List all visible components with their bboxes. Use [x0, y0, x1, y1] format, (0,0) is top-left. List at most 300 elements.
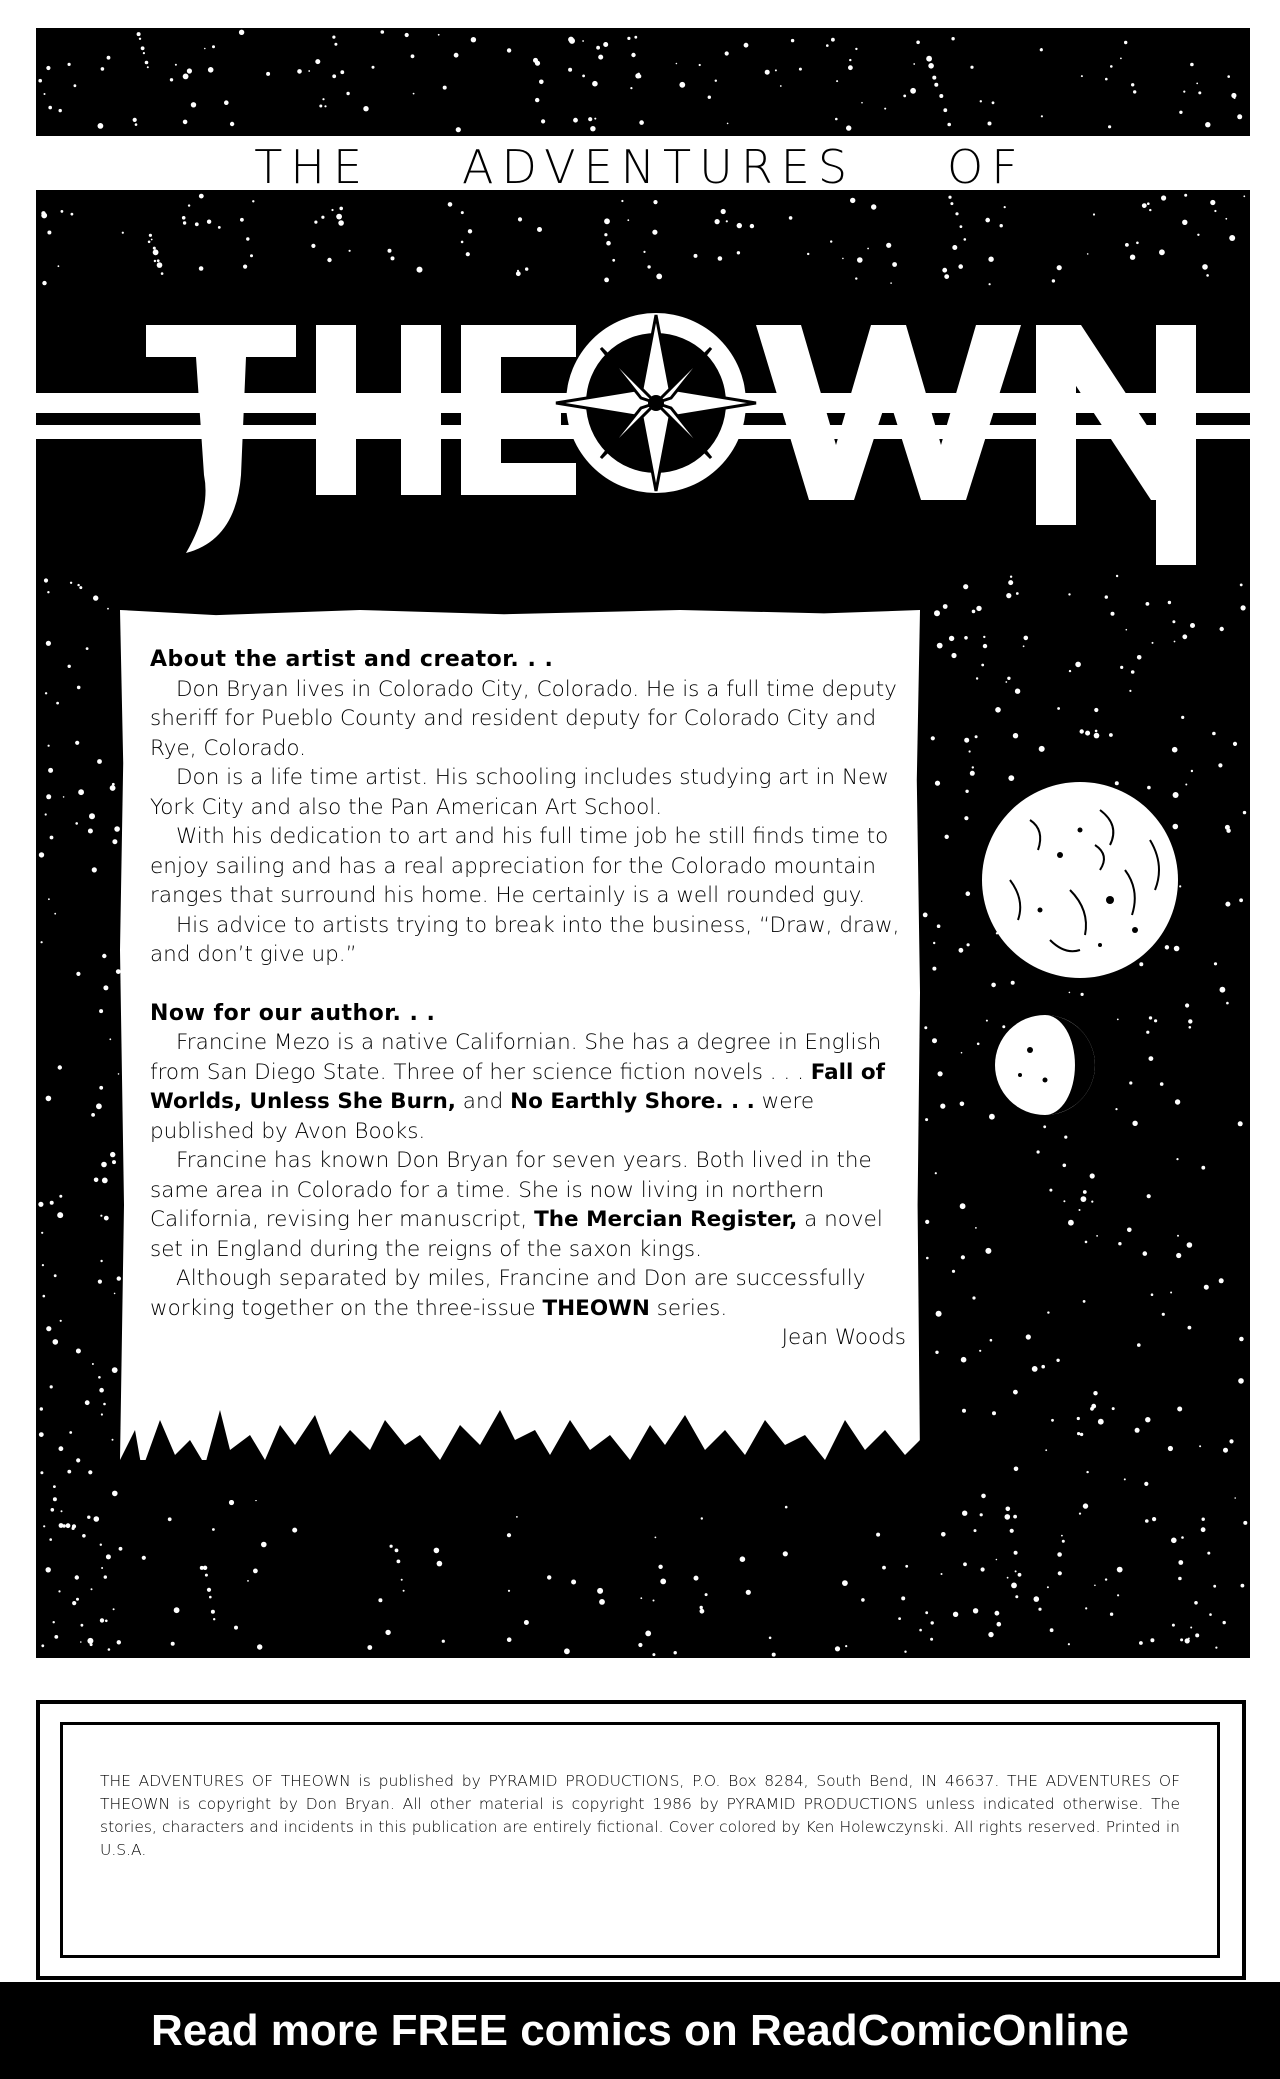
star-dot	[923, 913, 928, 918]
star-dot	[243, 265, 247, 269]
star-dot	[932, 967, 936, 971]
star-dot	[205, 1574, 208, 1577]
star-dot	[327, 258, 331, 262]
star-dot	[213, 1618, 215, 1620]
star-dot	[939, 94, 943, 98]
star-dot	[603, 42, 608, 47]
star-dot	[937, 643, 943, 649]
star-dot	[112, 839, 117, 844]
star-dot	[765, 70, 770, 75]
star-dot	[372, 66, 375, 69]
star-dot	[153, 249, 159, 255]
star-dot	[466, 252, 470, 256]
star-dot	[1212, 732, 1216, 736]
star-dot	[1087, 253, 1089, 255]
star-dot	[211, 1610, 215, 1614]
star-dot	[1220, 987, 1226, 993]
star-dot	[403, 1590, 405, 1592]
artist-paragraph: His advice to artists trying to break into the business, “Draw, draw, and don’t give up.”	[150, 912, 900, 967]
star-dot	[59, 109, 62, 112]
star-dot	[1083, 1300, 1086, 1303]
star-dot	[948, 196, 951, 199]
star-dot	[1226, 1002, 1229, 1005]
star-dot	[705, 1593, 708, 1596]
star-dot	[855, 277, 857, 279]
star-dot	[850, 198, 855, 203]
star-dot	[61, 210, 64, 213]
star-dot	[886, 243, 891, 248]
star-dot	[137, 32, 141, 36]
star-dot	[727, 123, 729, 125]
star-dot	[1129, 690, 1131, 692]
star-dot	[91, 1588, 93, 1590]
star-dot	[867, 248, 869, 250]
star-dot	[746, 1590, 751, 1595]
star-dot	[50, 836, 54, 840]
star-dot	[953, 1612, 958, 1617]
star-dot	[1038, 1608, 1041, 1611]
star-dot	[592, 81, 598, 87]
star-dot	[931, 736, 935, 740]
star-dot	[81, 1624, 84, 1627]
star-dot	[117, 1640, 121, 1644]
star-dot	[988, 122, 992, 126]
star-dot	[568, 37, 574, 43]
star-dot	[461, 211, 464, 214]
star-dot	[94, 1516, 100, 1522]
star-dot	[149, 234, 152, 237]
star-dot	[308, 70, 310, 72]
star-dot	[849, 59, 851, 61]
star-dot	[99, 1009, 103, 1013]
star-dot	[413, 93, 415, 95]
star-dot	[454, 53, 459, 58]
star-dot	[74, 84, 77, 87]
subtitle-word: OF	[947, 140, 1026, 194]
star-dot	[1058, 1571, 1062, 1575]
star-dot	[1110, 1613, 1113, 1616]
star-dot	[1040, 48, 1043, 51]
footer-banner-text[interactable]: Read more FREE comics on ReadComicOnline	[150, 2006, 1129, 2055]
star-dot	[1137, 655, 1142, 660]
star-dot	[568, 68, 572, 72]
star-dot	[1131, 670, 1135, 674]
star-dot	[1050, 1628, 1054, 1632]
star-dot	[1233, 742, 1237, 746]
star-dot	[46, 1567, 51, 1572]
star-dot	[940, 1104, 945, 1109]
star-dot	[1243, 195, 1245, 197]
star-dot	[721, 209, 726, 214]
star-dot	[1015, 689, 1020, 694]
star-dot	[985, 1248, 991, 1254]
star-dot	[1198, 91, 1201, 94]
star-dot	[524, 1620, 529, 1625]
star-dot	[715, 219, 720, 224]
star-dot	[1210, 200, 1215, 205]
star-dot	[63, 796, 65, 798]
star-dot	[1086, 1471, 1088, 1473]
star-dot	[110, 1152, 115, 1157]
star-dot	[77, 584, 79, 586]
star-dot	[699, 64, 701, 66]
star-dot	[388, 249, 392, 253]
star-dot	[508, 1590, 510, 1592]
star-dot	[1223, 1448, 1228, 1453]
star-dot	[53, 1339, 59, 1345]
star-dot	[182, 216, 186, 220]
star-dot	[118, 1073, 120, 1075]
star-dot	[1194, 1601, 1198, 1605]
star-dot	[46, 1096, 52, 1102]
star-dot	[1061, 1535, 1063, 1537]
star-dot	[1145, 1417, 1150, 1422]
star-dot	[537, 227, 542, 232]
star-dot	[1026, 1334, 1031, 1339]
star-dot	[926, 56, 932, 62]
star-dot	[1179, 111, 1182, 114]
star-dot	[952, 1270, 955, 1273]
star-dot	[85, 1400, 90, 1405]
star-dot	[634, 36, 637, 39]
star-dot	[937, 924, 941, 928]
star-dot	[964, 738, 969, 743]
star-dot	[676, 63, 678, 65]
star-dot	[183, 120, 188, 125]
star-dot	[1069, 670, 1071, 672]
star-dot	[334, 43, 337, 46]
star-dot	[1094, 733, 1100, 739]
star-dot	[1184, 194, 1187, 197]
star-dot	[1018, 1573, 1022, 1577]
star-dot	[188, 204, 190, 206]
star-dot	[535, 98, 539, 102]
star-dot	[539, 80, 544, 85]
star-dot	[975, 735, 978, 738]
star-dot	[40, 1471, 43, 1474]
star-dot	[1024, 636, 1029, 641]
star-dot	[890, 282, 892, 284]
star-dot	[1013, 733, 1018, 738]
star-dot	[1233, 97, 1235, 99]
star-dot	[87, 1638, 93, 1644]
star-dot	[98, 1376, 101, 1379]
star-dot	[1144, 1482, 1148, 1486]
star-dot	[674, 1651, 677, 1654]
author-paragraph: Francine Mezo is a native Californian. She has a degree in English from San Diego State. Three of her science fiction novels . . . Fall of Worlds, Unless She Burn, and No Earthly Shore. . . were published by Avon Books.	[150, 1030, 886, 1144]
star-dot	[836, 80, 838, 82]
star-dot	[101, 1567, 103, 1569]
star-dot	[950, 202, 953, 205]
star-dot	[471, 37, 476, 42]
star-dot	[1081, 1196, 1087, 1202]
star-dot	[750, 224, 754, 228]
star-dot	[151, 239, 153, 241]
star-dot	[1177, 1407, 1182, 1412]
star-dot	[1004, 206, 1006, 208]
star-dot	[183, 74, 189, 80]
star-dot	[1083, 1503, 1088, 1508]
star-dot	[1111, 612, 1115, 616]
star-dot	[564, 1648, 570, 1654]
star-dot	[599, 1599, 605, 1605]
star-dot	[122, 232, 124, 234]
comic-subtitle	[0, 140, 1280, 194]
star-dot	[363, 106, 368, 111]
star-dot	[44, 578, 48, 582]
star-dot	[339, 207, 343, 211]
star-dot	[963, 1562, 967, 1566]
star-dot	[112, 783, 115, 786]
star-dot	[41, 213, 47, 219]
star-dot	[1075, 662, 1081, 668]
star-dot	[42, 1264, 44, 1266]
star-dot	[708, 96, 711, 99]
star-dot	[919, 1629, 922, 1632]
star-dot	[157, 259, 160, 262]
star-dot	[266, 72, 270, 76]
star-dot	[247, 1580, 249, 1582]
star-dot	[1005, 1514, 1011, 1520]
star-dot	[604, 233, 607, 236]
star-dot	[1182, 634, 1187, 639]
star-dot	[979, 1350, 981, 1352]
star-dot	[1080, 729, 1084, 733]
star-dot	[924, 1026, 927, 1029]
star-dot	[995, 1611, 1000, 1616]
star-dot	[438, 34, 440, 36]
star-dot	[1188, 1638, 1190, 1640]
star-dot	[1068, 1220, 1074, 1226]
star-dot	[930, 1638, 933, 1641]
star-dot	[981, 1567, 985, 1571]
star-dot	[41, 941, 43, 943]
star-dot	[101, 1162, 107, 1168]
star-dot	[1147, 1194, 1151, 1198]
star-dot	[597, 1588, 603, 1594]
star-dot	[468, 229, 472, 233]
star-dot	[1202, 1518, 1205, 1521]
star-dot	[253, 1569, 258, 1574]
star-dot	[1007, 1577, 1009, 1579]
star-dot	[43, 1525, 45, 1527]
star-dot	[417, 267, 423, 273]
star-dot	[40, 1407, 43, 1410]
author-paragraph: Francine has known Don Bryan for seven years. Both lived in the same area in Colorado for a time. She is now living in northern California, revising her manuscript, The Mercian Register, a novel set in England during the reigns of the saxon kings.	[150, 1148, 883, 1262]
star-dot	[145, 61, 149, 65]
star-dot	[199, 266, 204, 271]
star-dot	[1126, 629, 1128, 631]
star-dot	[1124, 1478, 1126, 1480]
star-dot	[212, 45, 215, 48]
star-dot	[102, 1178, 108, 1184]
star-dot	[1214, 210, 1216, 212]
star-dot	[324, 105, 326, 107]
star-dot	[107, 608, 109, 610]
star-dot	[700, 1609, 705, 1614]
star-dot	[892, 262, 897, 267]
signature: Jean Woods	[781, 1325, 906, 1350]
star-dot	[1172, 620, 1175, 623]
star-dot	[58, 1590, 60, 1592]
star-dot	[349, 250, 351, 252]
star-dot	[1039, 746, 1045, 752]
star-dot	[91, 1113, 95, 1117]
star-dot	[80, 1641, 82, 1643]
star-dot	[1010, 576, 1012, 578]
series-title: THEOWN	[542, 1295, 650, 1321]
star-dot	[1068, 593, 1070, 595]
star-dot	[1213, 1585, 1216, 1588]
star-dot	[941, 1573, 943, 1575]
star-dot	[1229, 1439, 1233, 1443]
star-dot	[525, 267, 528, 270]
star-dot	[1110, 65, 1113, 68]
star-dot	[1063, 1200, 1065, 1202]
star-dot	[1085, 1607, 1087, 1609]
star-dot	[1199, 1445, 1201, 1447]
artist-paragraph: Don is a life time artist. His schooling includes studying art in New York City and also the Pan American Art School.	[150, 765, 889, 820]
star-dot	[934, 83, 938, 87]
star-dot	[604, 218, 610, 224]
star-dot	[54, 1274, 57, 1277]
star-dot	[1109, 733, 1113, 737]
star-dot	[783, 1551, 788, 1556]
star-dot	[101, 67, 105, 71]
manuscript-title: The Mercian Register,	[534, 1207, 798, 1232]
star-dot	[726, 220, 728, 222]
star-dot	[103, 985, 108, 990]
star-dot	[76, 1598, 79, 1601]
star-dot	[1214, 962, 1217, 965]
star-dot	[1237, 114, 1242, 119]
star-dot	[1143, 1251, 1148, 1256]
star-dot	[988, 1632, 993, 1637]
star-dot	[105, 1620, 108, 1623]
star-dot	[114, 1293, 116, 1295]
star-dot	[1083, 1190, 1087, 1194]
star-dot	[135, 123, 138, 126]
star-dot	[737, 251, 740, 254]
star-dot	[106, 1554, 111, 1559]
star-dot	[951, 37, 954, 40]
star-dot	[87, 1516, 90, 1519]
star-dot	[791, 39, 794, 42]
star-dot	[94, 1178, 99, 1183]
star-dot	[638, 1643, 642, 1647]
star-dot	[38, 1202, 43, 1207]
star-dot	[928, 63, 934, 69]
star-dot	[1139, 1641, 1143, 1645]
star-dot	[252, 200, 254, 202]
star-dot	[976, 677, 978, 679]
star-dot	[395, 1549, 399, 1553]
star-dot	[1118, 1242, 1121, 1245]
star-dot	[1135, 1428, 1140, 1433]
star-dot	[973, 1608, 978, 1613]
star-dot	[98, 123, 104, 129]
star-dot	[112, 1367, 118, 1373]
star-dot	[996, 1559, 998, 1561]
star-dot	[207, 220, 211, 224]
star-dot	[943, 108, 947, 112]
star-dot	[740, 1556, 746, 1562]
star-dot	[170, 78, 173, 81]
star-dot	[456, 127, 461, 132]
author-heading: Now for our author. . .	[150, 1000, 436, 1026]
star-dot	[75, 741, 79, 745]
star-dot	[1006, 1507, 1011, 1512]
star-dot	[985, 218, 990, 223]
mountain-silhouette	[120, 1400, 920, 1500]
star-dot	[845, 1645, 847, 1647]
star-dot	[50, 1201, 54, 1205]
star-dot	[142, 1556, 146, 1560]
star-dot	[1105, 1578, 1107, 1580]
star-dot	[961, 1357, 967, 1363]
star-dot	[100, 1618, 104, 1622]
star-dot	[1116, 575, 1118, 577]
star-dot	[1112, 1407, 1115, 1410]
star-dot	[1093, 1391, 1097, 1395]
star-dot	[1136, 242, 1139, 245]
star-dot	[1015, 1570, 1017, 1572]
star-dot	[612, 259, 615, 262]
star-dot	[694, 1576, 699, 1581]
star-dot	[1241, 1584, 1245, 1588]
star-dot	[92, 1363, 94, 1365]
star-dot	[76, 972, 80, 976]
star-dot	[1170, 1292, 1172, 1294]
star-dot	[168, 1517, 172, 1521]
star-dot	[1032, 1366, 1038, 1372]
star-dot	[1195, 1633, 1199, 1637]
star-dot	[861, 1598, 865, 1602]
star-dot	[935, 781, 940, 786]
star-dot	[1225, 902, 1230, 907]
star-dot	[962, 1511, 967, 1516]
star-dot	[45, 692, 47, 694]
star-dot	[884, 108, 886, 110]
star-dot	[443, 86, 447, 90]
star-dot	[1152, 1517, 1156, 1521]
star-dot	[1234, 1497, 1236, 1499]
star-dot	[332, 36, 335, 39]
star-dot	[857, 257, 863, 263]
star-dot	[46, 794, 51, 799]
star-dot	[931, 1621, 934, 1624]
star-dot	[1172, 1624, 1175, 1627]
star-dot	[411, 54, 415, 58]
star-dot	[1045, 1449, 1047, 1451]
star-dot	[261, 1542, 267, 1548]
star-dot	[949, 636, 954, 641]
star-dot	[935, 1351, 938, 1354]
star-dot	[1220, 627, 1224, 631]
star-dot	[1226, 829, 1230, 833]
star-dot	[972, 1296, 975, 1299]
star-dot	[1202, 264, 1208, 270]
artist-heading: About the artist and creator. . .	[150, 647, 554, 672]
star-dot	[153, 247, 156, 250]
star-dot	[990, 1339, 993, 1342]
star-dot	[1000, 224, 1003, 227]
star-dot	[1120, 666, 1123, 669]
star-dot	[442, 1640, 445, 1643]
star-dot	[53, 1621, 55, 1623]
star-dot	[932, 1038, 937, 1043]
star-dot	[338, 220, 344, 226]
